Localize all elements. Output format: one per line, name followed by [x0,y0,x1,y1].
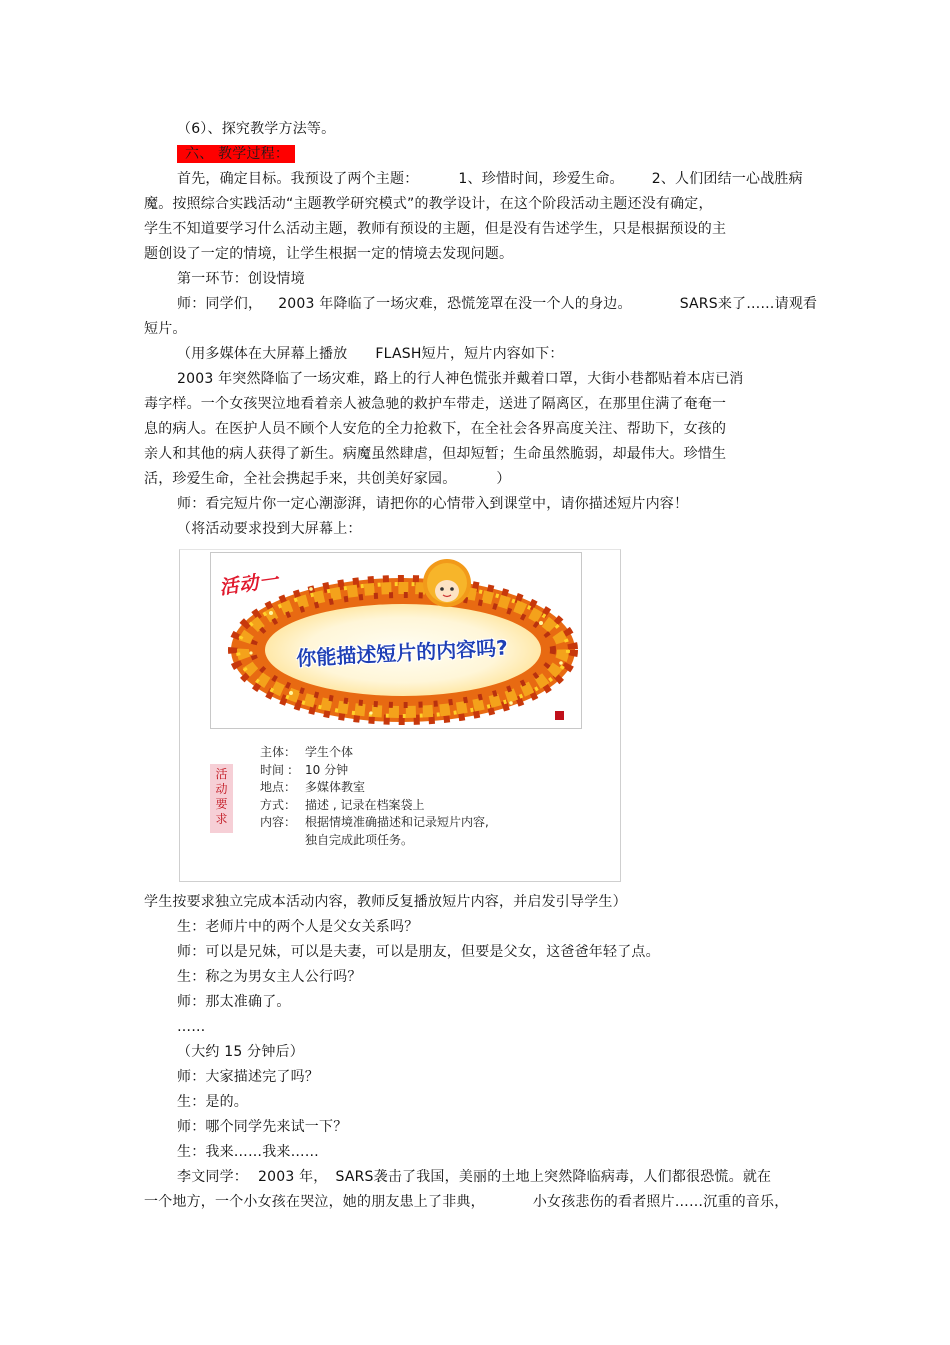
slide-banner [210,552,582,729]
req-value: 学生个体 [305,745,354,759]
paragraph-line: 第一环节：创设情境 [177,271,305,287]
highlighted-heading: 六、 教学过程： [177,145,295,163]
activity-label: 活动一 [217,568,281,600]
req-value: 10 分钟 [305,762,349,777]
paragraph-line: 生：老师片中的两个人是父女关系吗？ [177,919,419,935]
text-run: （用多媒体在大屏幕上播放 [177,346,348,362]
paragraph-line: 师：大家描述完了吗？ [177,1069,319,1085]
paragraph-line [144,1193,834,1211]
text-run: 1、珍惜时间，珍爱生命。 [458,171,624,187]
req-key: 方式： [260,797,297,812]
paragraph-line: （6）、探究教学方法等。 [177,121,336,137]
paragraph-line: 师：那太准确了。 [177,994,291,1010]
requirements-tag [210,764,233,833]
text-run: 2、人们团结一心战胜病 [651,171,803,187]
req-key: 内容： [260,815,297,829]
tag-char: 活 [215,767,228,781]
text-run: ） [496,471,511,487]
paragraph-line [177,170,867,188]
paragraph-line: 亲人和其他的病人获得了新生。病魔虽然肆虐，但却短暂；生命虽然脆弱，却最伟大。珍惜生 [144,446,727,462]
paragraph-line [144,470,834,488]
paragraph-line: 毒字样。一个女孩哭泣地看着亲人被急驰的救护车带走，送进了隔离区，在那里住满了奄奄一 [144,396,727,412]
paragraph-line: 息的病人。在医护人员不顾个人安危的全力抢救下，在全社会各界高度关注、帮助下，女孩的 [144,421,727,437]
tag-char: 要 [215,797,228,811]
req-value: 描述 , 记录在档案袋上 [305,797,425,812]
paragraph-line: 生：是的。 [177,1094,248,1110]
requirements-list [260,744,489,849]
paragraph-line: （将活动要求投到大屏幕上： [177,521,362,537]
text-run: 首先，确定目标。我预设了两个主题： [177,171,419,187]
paragraph-line: 生：称之为男女主人公行吗？ [177,969,362,985]
req-key: 地点： [260,780,297,794]
paragraph-line: 师：看完短片你一定心潮澎湃，请把你的心情带入到课堂中，请你描述短片内容！ [177,496,689,512]
tag-char: 动 [215,782,228,796]
activity-slide-figure [179,549,621,882]
paragraph-line: 学生不知道要学习什么活动主题，教师有预设的主题，但是没有告述学生，只是根据预设的主 [144,221,727,237]
paragraph-line: 生：我来……我来…… [177,1144,319,1160]
paragraph-line: 题创设了一定的情境，让学生根据一定的情境去发现问题。 [144,246,514,262]
text-run: SARS来了……请观看 [679,296,818,312]
paragraph-line: 师：可以是兄妹，可以是夫妻，可以是朋友，但要是父女，这爸爸年轻了点。 [177,944,660,960]
req-value: 多媒体教室 [305,780,366,794]
req-key: 时间 : [260,762,292,777]
text-run: 李文同学： [177,1169,248,1185]
req-subject [260,744,489,762]
paragraph-line: 魔。按照综合实践活动“主题教学研究模式”的教学设计，在这个阶段活动主题还没有确定， [144,196,713,212]
req-content [260,814,489,832]
text-run: 活，珍爱生命，全社会携起手来，共创美好家园。 [144,471,457,487]
text-run: 2003 年降临了一场灾难，恐慌笼罩在没一个人的身边。 [278,296,632,312]
paragraph-line [177,1168,867,1186]
req-time [260,762,489,780]
section-heading [177,145,867,163]
tag-char: 求 [215,812,228,826]
paragraph-line: 2003 年突然降临了一场灾难，路上的行人神色慌张并戴着口罩，大街小巷都贴着本店已消 [177,371,744,387]
paragraph-line: 学生按要求独立完成本活动内容，教师反复播放短片内容，并启发引导学生） [144,894,627,910]
req-content-cont: 独自完成此项任务。 [305,832,414,847]
text-run: FLASH短片，短片内容如下： [375,346,564,362]
text-run: 师：同学们， [177,296,263,312]
req-key: 主体： [260,745,297,759]
red-square-icon [555,711,564,720]
paragraph-line [177,345,867,363]
req-value: 根据情境准确描述和记录短片内容, [305,815,489,829]
paragraph-line: 师：哪个同学先来试一下？ [177,1119,348,1135]
text-run: SARS袭击了我国，美丽的土地上突然降临病毒，人们都很恐慌。就在 [335,1169,772,1185]
text-run: 一个地方，一个小女孩在哭泣，她的朋友患上了非典， [144,1194,485,1210]
text-run: 小女孩悲伤的看者照片……沉重的音乐， [532,1194,789,1210]
paragraph-line: …… [177,1019,206,1035]
activity-question: 你能描述短片的内容吗? [295,635,509,671]
text-run: 2003 年， [258,1169,328,1185]
req-mode [260,797,489,815]
req-place [260,779,489,797]
paragraph-line: （大约 15 分钟后） [177,1044,304,1060]
paragraph-line: 短片。 [144,321,187,337]
paragraph-line [177,295,867,313]
